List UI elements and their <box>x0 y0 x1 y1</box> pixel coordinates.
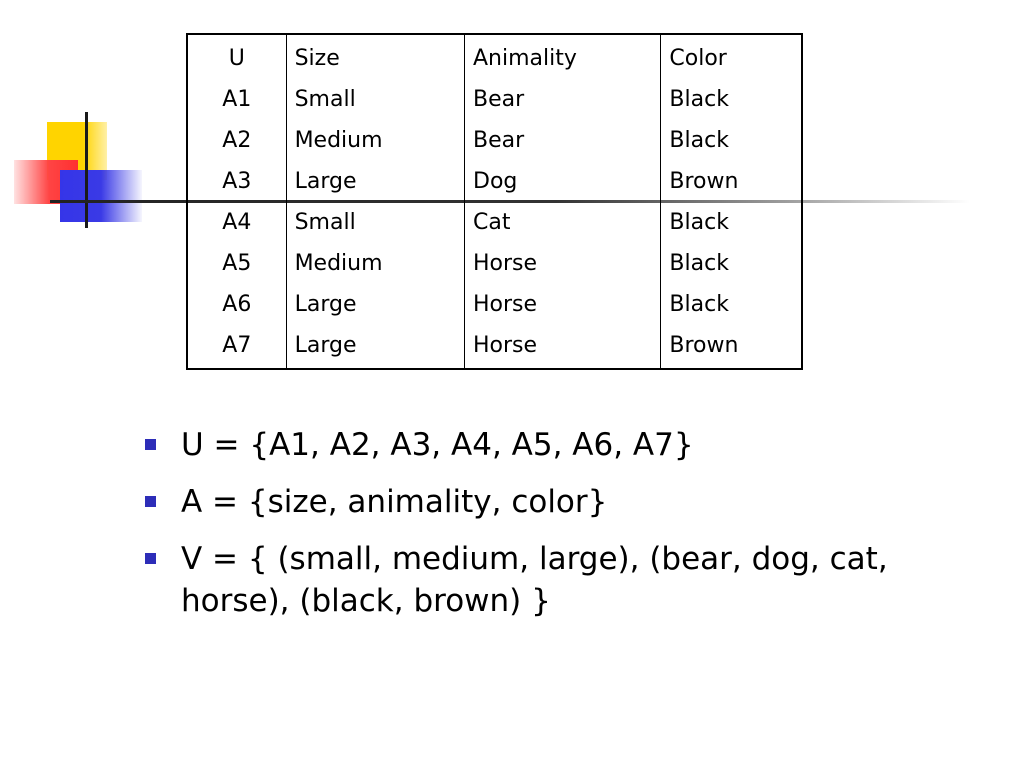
table-cell: Bear <box>465 79 661 120</box>
table-row <box>187 243 802 284</box>
table-cell: Brown <box>661 325 802 369</box>
square-bullet-icon <box>145 439 156 450</box>
table-cell: Brown <box>661 161 802 202</box>
table-cell: Black <box>661 120 802 161</box>
table-header-cell: Color <box>661 34 802 79</box>
table-cell: Cat <box>465 202 661 243</box>
decorative-vertical-line <box>85 112 88 228</box>
attribute-table <box>186 33 803 370</box>
list-item <box>145 481 1005 523</box>
table-header-cell: Size <box>286 34 464 79</box>
table-cell: A7 <box>187 325 286 369</box>
table-cell: Bear <box>465 120 661 161</box>
table-cell: Large <box>286 325 464 369</box>
table-cell: A1 <box>187 79 286 120</box>
table-cell: Large <box>286 161 464 202</box>
table-cell: Black <box>661 243 802 284</box>
table-cell: Medium <box>286 243 464 284</box>
table-row <box>187 120 802 161</box>
table-cell: Small <box>286 202 464 243</box>
table-cell: A5 <box>187 243 286 284</box>
list-item-text: A = {size, animality, color} <box>181 484 608 520</box>
table-cell: A3 <box>187 161 286 202</box>
square-bullet-icon <box>145 496 156 507</box>
definition-bullet-list <box>145 424 1005 637</box>
square-bullet-icon <box>145 553 156 564</box>
table-cell: A4 <box>187 202 286 243</box>
table-header-cell: Animality <box>465 34 661 79</box>
decorative-blue-square <box>60 170 142 222</box>
table-row <box>187 325 802 369</box>
table-row <box>187 202 802 243</box>
list-item <box>145 538 1005 622</box>
list-item-text: U = {A1, A2, A3, A4, A5, A6, A7} <box>181 427 694 463</box>
table-cell: Horse <box>465 284 661 325</box>
table-cell: A2 <box>187 120 286 161</box>
table-cell: Dog <box>465 161 661 202</box>
table-cell: Horse <box>465 325 661 369</box>
table-cell: Small <box>286 79 464 120</box>
table-header-cell: U <box>187 34 286 79</box>
table-row <box>187 161 802 202</box>
table-row <box>187 284 802 325</box>
table-row <box>187 79 802 120</box>
table-cell: A6 <box>187 284 286 325</box>
list-item-text: V = { (small, medium, large), (bear, dog, cat, horse), (black, brown) } <box>181 541 888 619</box>
table-cell: Black <box>661 79 802 120</box>
table-cell: Horse <box>465 243 661 284</box>
table-header-row <box>187 34 802 79</box>
table-cell: Medium <box>286 120 464 161</box>
table-cell: Large <box>286 284 464 325</box>
table-cell: Black <box>661 284 802 325</box>
table-cell: Black <box>661 202 802 243</box>
list-item <box>145 424 1005 466</box>
